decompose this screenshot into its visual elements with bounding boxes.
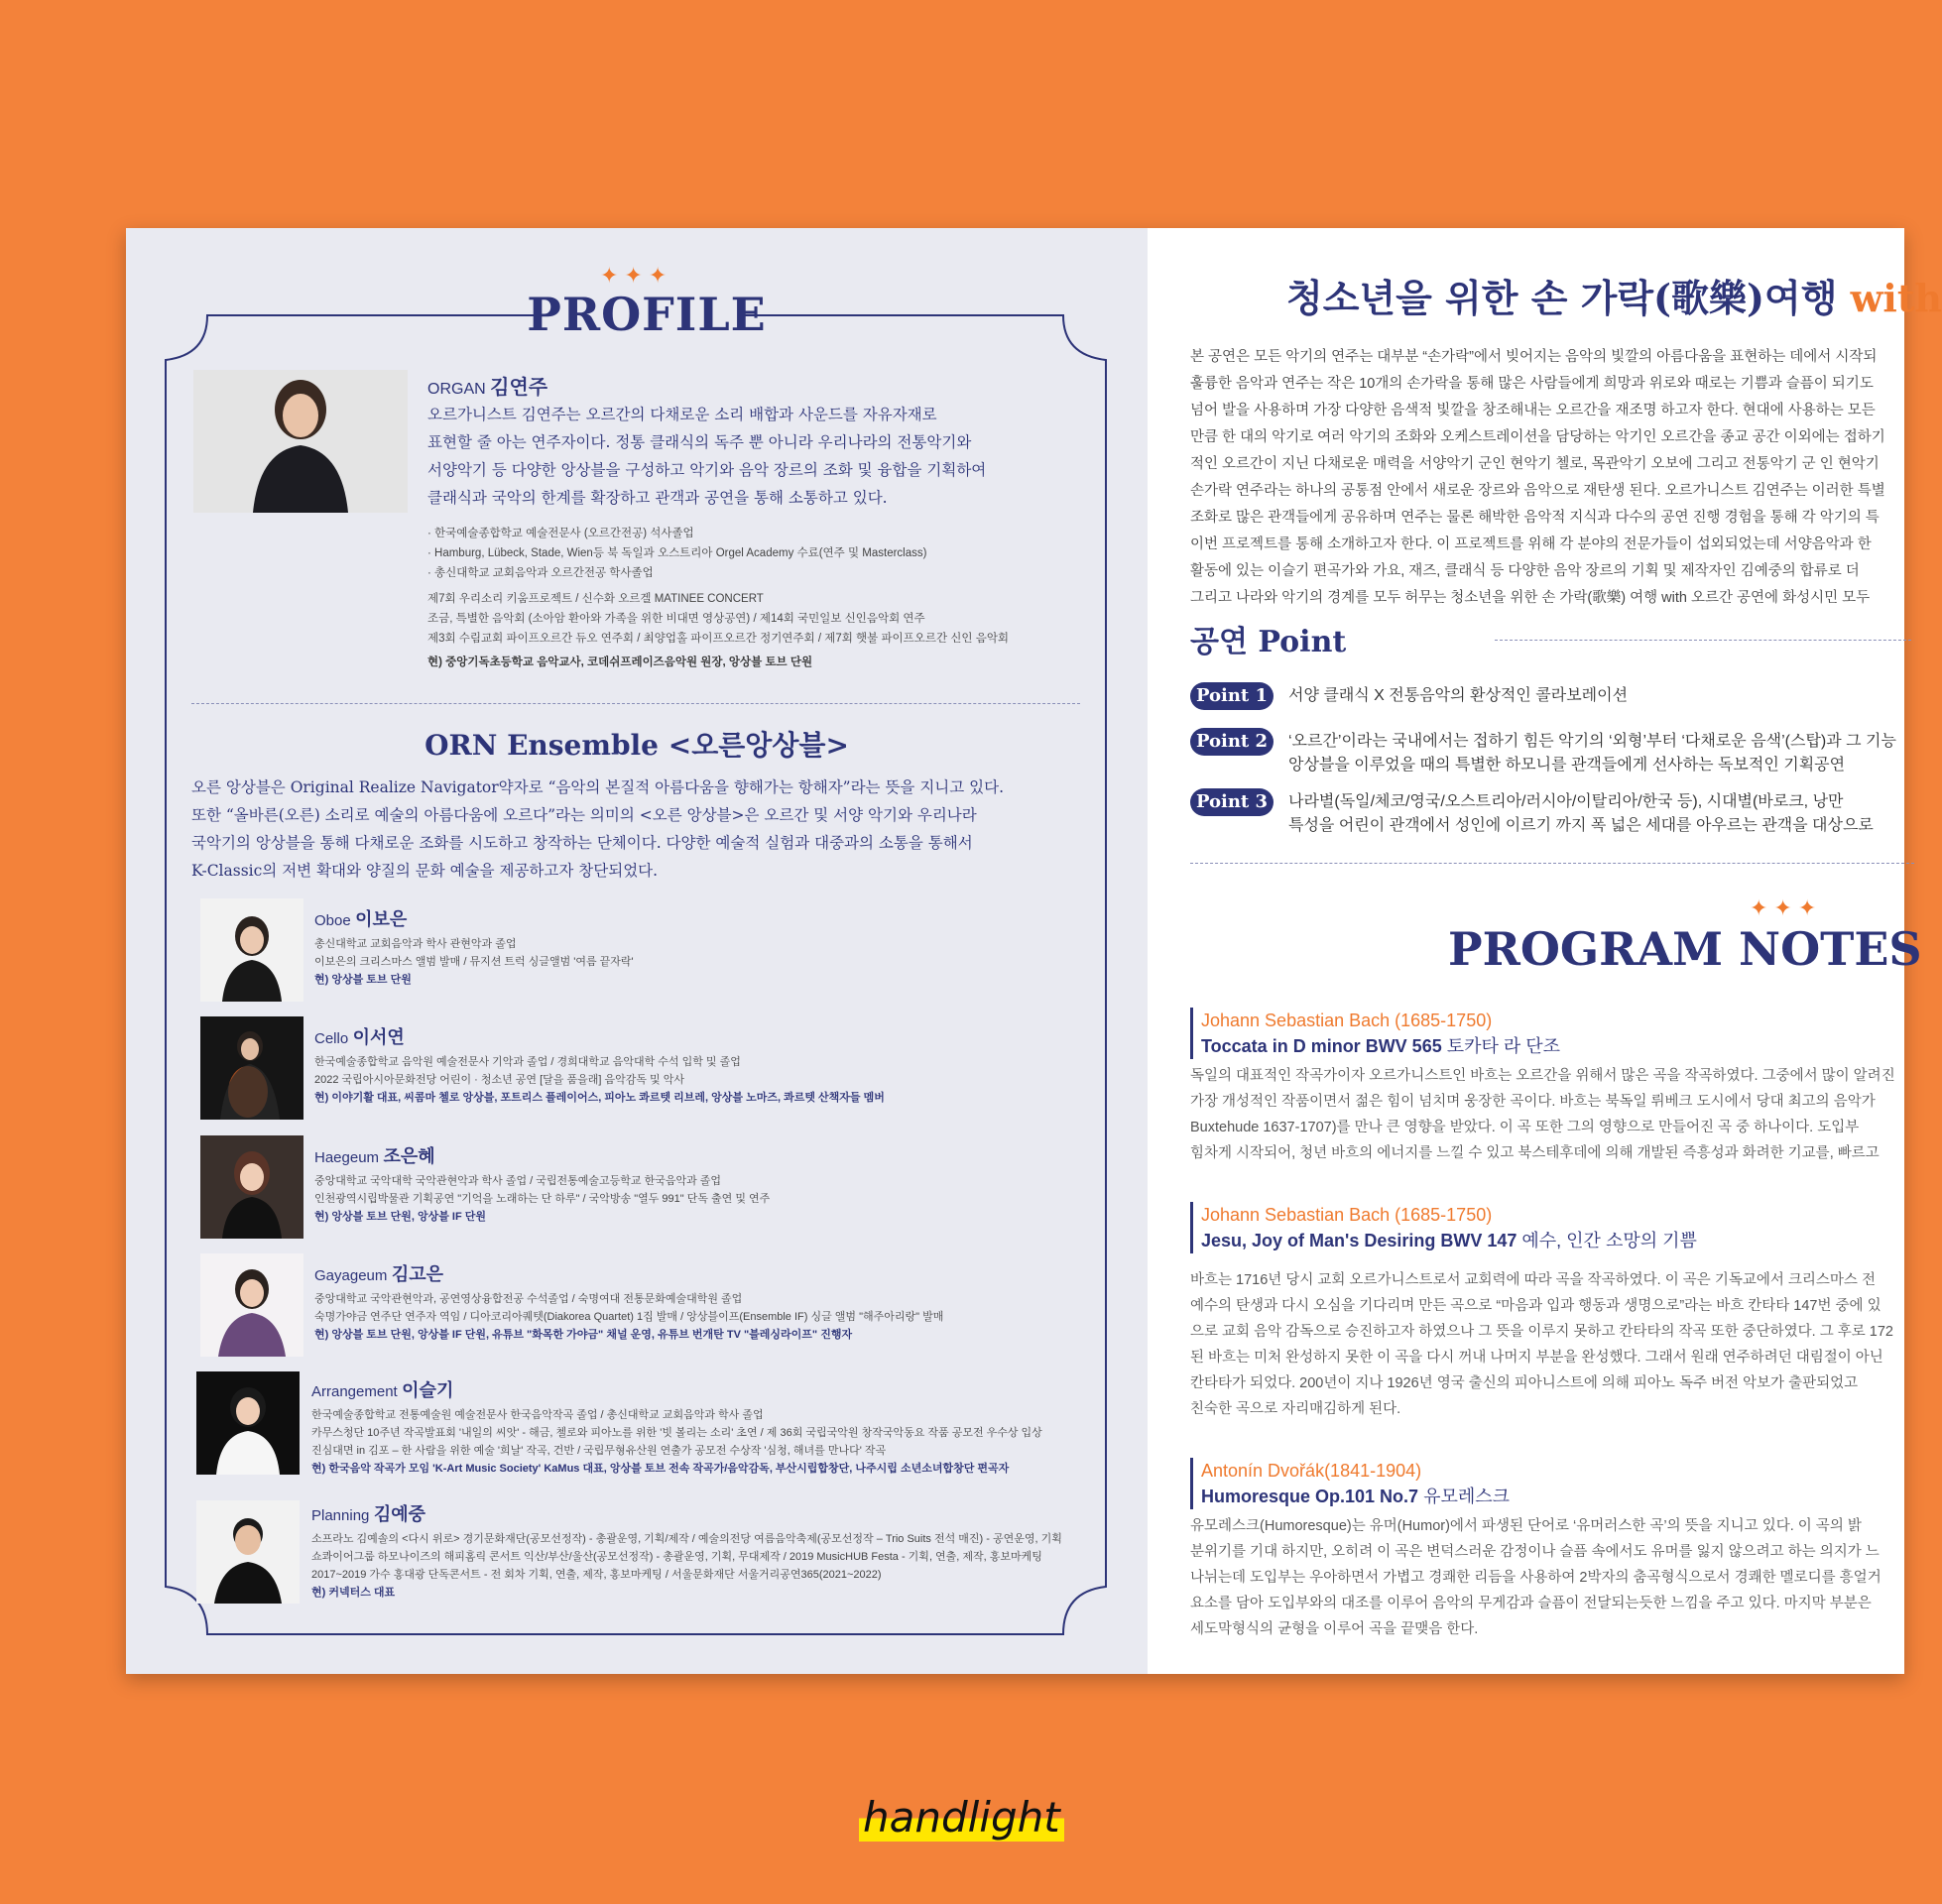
organist-photo [193,370,408,513]
intro-line: 그리고 나라와 악기의 경계를 모두 허무는 청소년을 위한 손 가락(歌樂) 여행 with 오르간 공연에 화성시민 모두 [1190,590,1871,606]
intro-line: 넘어 발을 사용하며 가장 다양한 음색적 빛깔을 창조해내는 오르간을 재조명 하고자 한다. 현대에 사용하는 모든 [1190,403,1876,418]
member-bio-line: 총신대학교 교회음악과 학사 관현악과 졸업 [314,938,517,950]
composer: Johann Sebastian Bach (1685-1750) [1201,1011,1493,1030]
member-bio-line: 중앙대학교 국악관현악과, 공연영상융합전공 수석졸업 / 숙명여대 전통문화예술대학원 졸업 [314,1293,743,1305]
body-line: 칸타타가 되었다. 200년이 지나 1926년 영국 출신의 피아니스트에 의해 피아노 독주 버전 악보가 출판되었고 [1190,1375,1859,1391]
point-line: 앙상블을 이루었을 때의 특별한 하모니를 관객들에게 선사하는 독보적인 기획공연 [1288,757,1846,774]
member-photo [196,1500,300,1604]
member-bio-line: 한국예술종합학교 전통예술원 예술전문사 한국음악작곡 졸업 / 총신대학교 교회음악과 학사 졸업 [311,1409,764,1421]
program-page [1148,228,1942,1674]
program-item-3-heading [1190,1458,1510,1509]
member-current: 현) 앙상블 토브 단원 [314,974,412,986]
ensemble-title: ORN Ensemble <오른앙상블> [425,729,849,762]
member-bio-line: 2022 국립아시아문화전당 어린이 · 청소년 공연 [달을 품을래] 음악감독 및 악사 [314,1074,684,1086]
education-line: · 총신대학교 교회음악과 오르간전공 학사졸업 [427,567,654,579]
organist-name: 김연주 [490,377,548,399]
ensemble-intro-line: 또한 “올바른(오른) 소리로 예술의 아름다움에 오르다”라는 의미의 <오른 앙상블>은 오르간 및 서양 악기와 우리나라 [191,806,977,824]
member-bio-line: 중앙대학교 국악대학 국악관현악과 학사 졸업 / 국립전통예술고등학교 한국음악과 졸업 [314,1175,722,1187]
intro-line: 표현할 줄 아는 연주자이다. 정통 클래식의 독주 뿐 아니라 우리나라의 전통악기와 [427,433,972,451]
member-name: 이서연 [352,1027,405,1047]
point-line: 특성을 어린이 관객에서 성인에 이르기 까지 폭 넓은 세대를 아우르는 관객을 대상으로 [1288,817,1874,834]
member-role: Gayageum [314,1267,388,1284]
intro-line: 훌륭한 음악과 연주는 작은 10개의 손가락을 통해 많은 사람들에게 희망과 위로와 때로는 기쁨과 슬픔이 되기도 [1190,376,1874,392]
member-current: 현) 한국음악 작곡가 모임 'K-Art Music Society' KaMus 대표, 앙상블 토브 전속 작곡가/음악감독, 부산시립합창단, 나주시립 소년소녀합창단 편곡자 [311,1463,1010,1475]
intro-line: 클래식과 국악의 한계를 확장하고 관객과 공연을 통해 소통하고 있다. [427,489,888,507]
brand-text: handlight [859,1793,1064,1842]
body-line: 유모레스크(Humoresque)는 유머(Humor)에서 파생된 단어로 ‘유머러스한 곡’의 뜻을 지니고 있다. 이 곡의 밝 [1190,1518,1862,1534]
member-name-line [314,905,407,931]
member-name-line [314,1023,405,1049]
member-bio-line: 이보은의 크리스마스 앨범 발매 / 뮤지션 트럭 싱글앨범 '여름 끝자락' [314,956,634,968]
point-2-badge: Point 2 [1190,728,1274,756]
program-item-1-heading [1190,1008,1560,1059]
ensemble-intro-line: 오른 앙상블은 Original Realize Navigator약자로 “음악의 본질적 아름다움을 향해가는 항해자”라는 뜻을 지니고 있다. [191,778,1005,796]
member-role: Arrangement [311,1383,398,1400]
member-name-line [311,1500,425,1526]
intro-line: 이번 프로젝트를 통해 소개하고자 한다. 이 프로젝트를 위해 각 분야의 전문가들이 섭외되었는데 서양음악과 한 [1190,536,1872,552]
intro-line: 조화로 많은 관객들에게 공유하며 연주는 물론 해박한 음악적 지식과 다수의 공연 진행 경험을 통해 각 악기의 특 [1190,510,1880,526]
body-line: 가장 개성적인 작품이면서 젊은 힘이 넘치며 웅장한 곡이다. 바흐는 북독일 뤼베크 도시에서 당대 최고의 음악가 [1190,1094,1876,1110]
program-intro [1190,344,1885,612]
career-line: 제3회 수림교회 파이프오르간 듀오 연주회 / 최양업홀 파이프오르간 정기연주회 / 제7회 햇불 파이프오르간 신인 음악회 [427,633,1010,645]
member-bio-line: 쇼콰이어그룹 하모나이즈의 해피홈릭 콘서트 익산/부산/울산(공모선정작) - 총괄운영, 기획, 무대제작 / 2019 MusicHUB Festa - 기획, 연출, 제작, 홍보마케팅 [311,1551,1042,1563]
body-line: 요소를 담아 도입부와의 대조를 이루어 음악의 무게감과 슬픔이 전달되는듯한 느낌을 주고 있다. 마지막 부분은 [1190,1596,1872,1611]
body-line: 친숙한 곡으로 자리매김하게 된다. [1190,1401,1401,1417]
member-role: Cello [314,1030,349,1047]
ensemble-intro [191,774,1004,885]
member-bio-line: 2017~2019 가수 홍대광 단독콘서트 - 전 회차 기획, 연출, 제작, 홍보마케팅 / 서울문화재단 서울거리공연365(2021~2022) [311,1569,882,1581]
title-korean: 청소년을 위한 손 가락(歌樂)여행 [1286,276,1838,320]
program-item-2-body [1190,1267,1893,1422]
intro-line: 만큼 한 대의 악기로 여러 악기의 조화와 오케스트레이션을 담당하는 악기인 오르간을 종교 공간 이외에는 접하기 [1190,429,1885,445]
member-bio-line: 카무스청단 10주년 작곡발표회 '내일의 씨앗' - 해금, 첼로와 피아노를 위한 '빗 볼리는 소리' 초연 / 제 36회 국립국악원 창작국악동요 작품 공모전 우수상 입상 [311,1427,1042,1439]
point-3-badge: Point 3 [1190,788,1274,816]
point-2-text [1288,730,1896,777]
point-line: 나라별(독일/체코/영국/오스트리아/러시아/이탈리아/한국 등), 시대별(바로크, 낭만 [1288,793,1844,810]
member-name: 김고은 [391,1264,443,1284]
body-line: 힘차게 시작되어, 청년 바흐의 에너지를 느낄 수 있고 북스테후데에 의해 개발된 즉흥성과 화려한 기교를, 빠르고 [1190,1145,1880,1161]
intro-line: 활동에 있는 이슬기 편곡가와 가요, 재즈, 클래식 등 다양한 음악 장르의 기획 및 제작자인 김예중의 합류로 더 [1190,563,1860,579]
member-name-line [314,1260,443,1286]
intro-line: 본 공연은 모든 악기의 연주는 대부분 “손가락”에서 빚어지는 음악의 빛깔의 아름다움을 표현하는 데에서 시작되 [1190,349,1878,365]
program-main-title [1286,268,1942,322]
member-photo [200,898,303,1002]
work-korean: 예수, 인간 소망의 기쁨 [1521,1231,1697,1250]
member-role: Oboe [314,912,351,929]
point-1-text [1288,684,1628,708]
section-divider [191,703,1080,704]
point-3-text [1288,790,1874,838]
member-photo [196,1371,300,1475]
member-name: 이슬기 [402,1380,454,1400]
body-line: 분위기를 기대 하지만, 오히려 이 곡은 변덕스러운 감정이나 슬픔 속에서도 유머를 잃지 않으려고 하는 의지가 느 [1190,1544,1880,1560]
education-line: · 한국예술종합학교 예술전문사 (오르간전공) 석사졸업 [427,528,694,539]
ensemble-intro-line: 국악기의 앙상블을 통해 다채로운 조화를 시도하고 창작하는 단체이다. 다양한 예술적 실험과 대중과의 소통을 통해서 [191,834,973,852]
member-bio-line: 소프라노 김예솔의 <다시 위로> 경기문화재단(공모선정작) - 총괄운영, 기획/제작 / 예술의전당 여름음악축제(공모선정작 – Trio Suits 전석 매진) - 공연운영, 기획 [311,1533,1062,1545]
stars-decoration: ✦✦✦ [1750,896,1823,921]
body-line: 세도막형식의 균형을 이루어 곡을 끝맺음 한다. [1190,1621,1479,1637]
point-1-badge: Point 1 [1190,682,1274,710]
body-line: 바흐는 1716년 당시 교회 오르가니스트로서 교회력에 따라 곡을 작곡하였다. 이 곡은 기독교에서 크리스마스 전 [1190,1272,1876,1288]
organist-career [427,589,1009,672]
member-photo [200,1016,303,1120]
body-line: Buxtehude 1637-1707)를 만나 큰 영향을 받았다. 이 곡 또한 그의 영향으로 만들어진 곡 중 하나이다. 도입부 [1190,1120,1860,1135]
member-bio [314,1053,885,1107]
brand-logo [859,1793,1064,1842]
member-photo [200,1135,303,1239]
member-bio-line: 인천광역시립박물관 기획공연 "기억을 노래하는 단 하루" / 국악방송 "열두 991" 단독 출연 및 연주 [314,1193,771,1205]
member-photo [200,1253,303,1357]
work-korean: 유모레스크 [1423,1487,1511,1506]
point-title-divider [1495,640,1911,641]
organist-intro [427,401,986,512]
program-notes-title: PROGRAM NOTES [1448,922,1922,976]
composer: Johann Sebastian Bach (1685-1750) [1201,1205,1493,1225]
work-title: Toccata in D minor BWV 565 [1201,1036,1442,1056]
work-korean: 토카타 라 단조 [1446,1036,1561,1056]
intro-line: 서양악기 등 다양한 앙상블을 구성하고 악기와 음악 장르의 조화 및 융합을 기획하여 [427,461,987,479]
member-bio [314,1290,943,1344]
member-name: 조은혜 [383,1146,435,1166]
member-current: 현) 앙상블 토브 단원, 앙상블 IF 단원, 유튜브 "화목한 가야금" 채널 운영, 유튜브 번개탄 TV "블레싱라이프" 진행자 [314,1329,853,1341]
member-bio [314,1172,770,1226]
organist-education [427,524,926,583]
member-current: 현) 이야기활 대표, 씨콤마 첼로 앙상블, 포트리스 플레이어스, 피아노 콰르텟 리브레, 앙상블 노마즈, 콰르텟 산책자들 멤버 [314,1092,885,1104]
profile-page [126,228,1148,1674]
intro-line: 오르가니스트 김연주는 오르간의 다채로운 소리 배합과 사운드를 자유자재로 [427,406,937,423]
ensemble-intro-line: K-Classic의 저변 확대와 양질의 문화 예술을 제공하고자 창단되었다. [191,862,659,880]
point-line: 서양 클래식 X 전통음악의 환상적인 콜라보레이션 [1288,687,1629,704]
career-line: 조금, 특별한 음악회 (소아암 환아와 가족을 위한 비대면 영상공연) / 제14회 국민일보 신인음악회 연주 [427,613,925,625]
body-line: 독일의 대표적인 작곡가이자 오르가니스트인 바흐는 오르간을 위해서 많은 곡을 작곡하였다. 그중에서 많이 알려진 [1190,1068,1895,1084]
member-bio [311,1406,1042,1478]
body-line: 나뉘는데 도입부는 우아하면서 가볍고 경쾌한 리듬을 사용하여 2박자의 춤곡형식으로서 경쾌한 멜로디를 흥얼거 [1190,1570,1881,1586]
education-line: · Hamburg, Lübeck, Stade, Wien등 북 독일과 오스트리아 Orgel Academy 수료(연주 및 Masterclass) [427,547,927,559]
program-item-3-body [1190,1513,1881,1642]
member-bio-line: 한국예술종합학교 음악원 예술전문사 기악과 졸업 / 경희대학교 음악대학 수석 입학 및 졸업 [314,1056,741,1068]
program-item-1-body [1190,1063,1895,1166]
member-bio [311,1530,1062,1602]
member-current: 현) 커넥터스 대표 [311,1587,396,1599]
stars-decoration: ✦✦✦ [600,264,673,289]
organist-role: ORGAN [427,381,486,398]
member-role: Haegeum [314,1149,380,1166]
section-divider [1190,863,1914,864]
member-bio-line: 숙명가야금 연주단 연주자 역임 / 디아코리아퀘텟(Diakorea Quartet) 1집 발매 / 앙상블이프(Ensemble IF) 싱글 앨범 "해주아리랑" 발매 [314,1311,944,1323]
organist-current: 현) 중앙기독초등학교 음악교사, 코데쉬프레이즈음악원 원장, 앙상블 토브 단원 [427,656,813,668]
work-title: Humoresque Op.101 No.7 [1201,1487,1419,1506]
member-name-line [311,1376,453,1402]
point-line: ‘오르간’이라는 국내에서는 접하기 힘든 악기의 ‘외형’부터 ‘다채로운 음색’(스탑)과 그 기능 [1288,733,1896,750]
body-line: 된 바흐는 미처 완성하지 못한 이 곡을 다시 꺼내 나머지 부분을 완성했다. 그래서 원래 연주하려던 대림절이 아닌 [1190,1350,1883,1366]
member-bio [314,935,634,989]
point-section-title: 공연 Point [1190,625,1347,659]
body-line: 으로 교회 음악 감독으로 승진하고자 하였으나 그 뜻을 이루지 못하고 칸타타의 작곡 또한 중단하였다. 그 후로 172 [1190,1324,1893,1340]
program-item-2-heading [1190,1202,1697,1253]
work-title: Jesu, Joy of Man's Desiring BWV 147 [1201,1231,1517,1250]
title-with: with [1850,276,1942,320]
profile-title: PROFILE [527,288,767,341]
member-role: Planning [311,1507,370,1524]
member-name-line [314,1142,435,1168]
intro-line: 적인 오르간이 지닌 다채로운 매력을 서양악기 군인 현악기 첼로, 목관악기 오보에 그리고 전통악기 군 인 현악기 [1190,456,1880,472]
member-bio-line: 진심대면 in 김포 – 한 사람을 위한 예술 '희날' 작곡, 건반 / 국립무형유산원 연출가 공모전 수상작 '심청, 해녀를 만나다' 작곡 [311,1445,887,1457]
organist-name-line [427,371,547,400]
body-line: 예수의 탄생과 다시 오심을 기다리며 만든 곡으로 “마음과 입과 행동과 생명으로”라는 바흐 칸타타 147번 중에 있 [1190,1298,1881,1314]
member-current: 현) 앙상블 토브 단원, 앙상블 IF 단원 [314,1211,486,1223]
member-name: 김예중 [373,1504,426,1524]
member-name: 이보은 [355,909,408,929]
composer: Antonín Dvořák(1841-1904) [1201,1461,1422,1481]
brochure-spread [126,228,1942,1674]
intro-line: 손가락 연주라는 하나의 공통점 안에서 새로운 장르와 음악으로 재탄생 된다. 오르가니스트 김연주는 이러한 특별 [1190,483,1885,499]
career-line: 제7회 우리소리 키움프로젝트 / 신수화 오르겔 MATINEE CONCERT [427,593,764,605]
